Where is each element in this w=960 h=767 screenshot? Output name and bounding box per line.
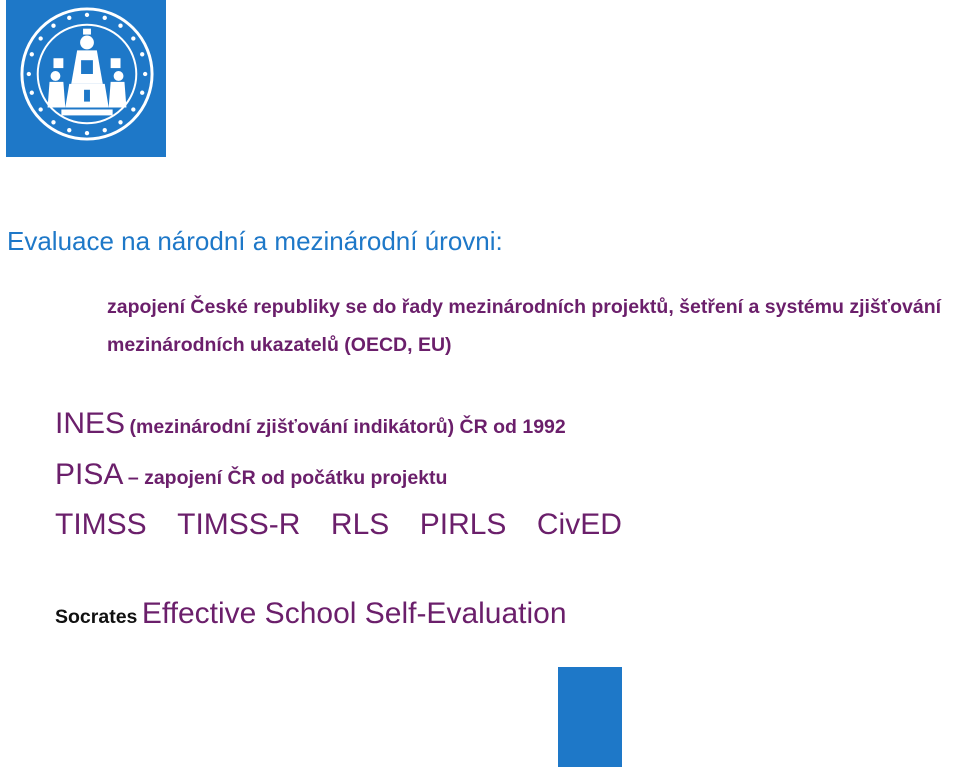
socrates-title: Effective School Self-Evaluation [141,597,567,630]
ines-label: INES [55,407,126,440]
item-ines [55,407,566,441]
pisa-description: – zapojení ČR od počátku projektu [127,467,448,489]
item-socrates [55,597,567,631]
pisa-label: PISA [55,458,124,491]
decorative-bar [558,667,622,767]
socrates-label: Socrates [55,606,138,628]
item-pisa [55,458,447,492]
study-rls: RLS [330,508,390,541]
study-pirls: PIRLS [419,508,507,541]
intro-paragraph: zapojení České republiky se do řady mezinárodních projektů, šetření a systému zjišťování mezinárodních ukazatelů (OECD, EU) [107,296,942,356]
university-seal-icon [18,5,156,143]
studies-row [55,508,622,542]
ines-description: (mezinárodní zjišťování indikátorů) ČR od 1992 [129,416,566,438]
study-timss-r: TIMSS-R [177,508,301,541]
study-timss: TIMSS [55,508,147,541]
study-cived: CivED [536,508,622,541]
page-heading: Evaluace na národní a mezinárodní úrovni: [7,226,503,256]
university-logo [6,0,166,157]
